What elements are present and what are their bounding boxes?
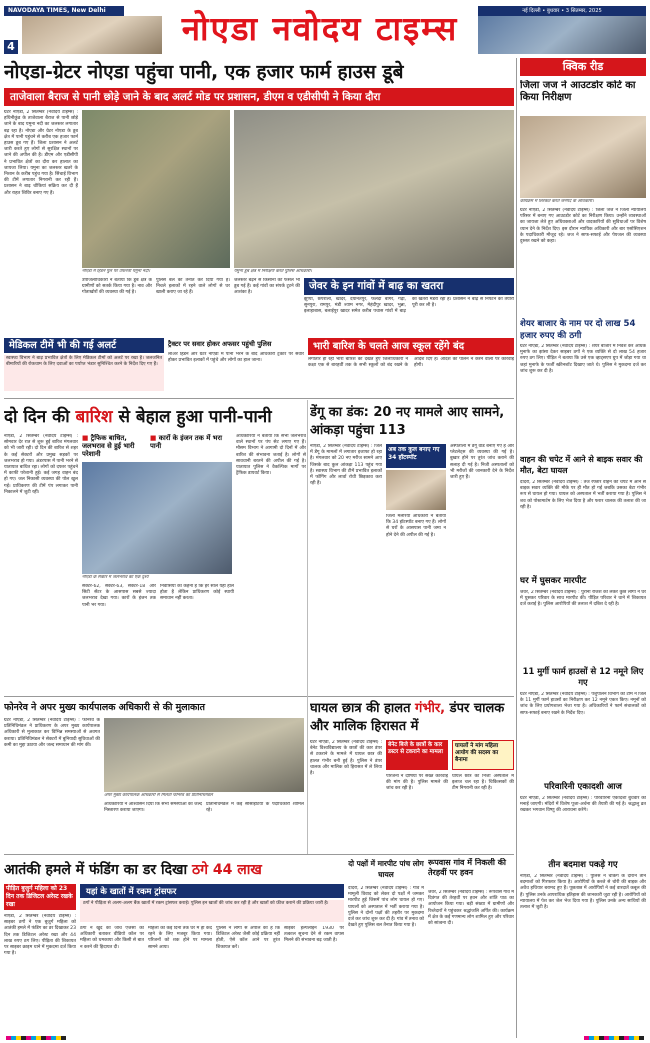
qr-story2-headline-text: शेयर बाजार के नाम पर दो लाख 54 हजार रुपए की ठगी (520, 319, 636, 341)
dengue-body-col2: जिला मलेरिया अधिकारी ने बताया कि 34 हॉटस्पॉट बनाए गए हैं। लोगों से घरों के आसपास पानी जमा न होने देने की अपील की गई है। (386, 514, 446, 538)
terror-body-col3: महिला को कई दिनों तक घर में ही कैद रहने के लिए मजबूर किया गया। परिजनों को शक होने पर मामला सामने आया। (148, 926, 212, 950)
qr-story1-headline-text: जिला जज ने आउटडोर कोर्ट का किया निरीक्षण (520, 80, 636, 103)
fight-headline-text: दो पक्षों में मारपीट पांच लोग घायल (348, 859, 424, 879)
lead-caption-1 (82, 269, 230, 275)
tractor-headline-text: ट्रैक्टर पर सवार होकर अफसर पहुंची पुलिस (168, 340, 272, 348)
lead-body-col3: पुलिस बल को तैनात कर दिया गया है। निचले इलाकों में रहने वाले लोगों से घर खाली कराए जा रहे हैं। (156, 278, 230, 296)
dengue-body-col3: अस्पतालों में डेंगू वार्ड बनाए गए हैं और प्लेटलेट्स की व्यवस्था की गई है। बुखार होने पर तुरंत जांच कराने की सलाह दी गई है। निजी अस्पतालों को भी मरीजों की जानकारी देने के निर्देश जारी हुए हैं। (450, 444, 514, 481)
rain-caption (82, 575, 232, 581)
rain-sub-1-text: ट्रैफिक बाधित, जलभराव से हुई भारी परेशानी (82, 434, 135, 458)
dengue-box-text: अब तक कुल बनाए गए 34 हॉटस्पॉट (388, 446, 440, 461)
terror-sub-1-text: पीड़ित बुजुर्ग महिला को 23 दिन तक डिजिटल अरेस्ट रखके रखा (6, 885, 73, 908)
masthead-left-photo (22, 16, 162, 54)
dengue-headline (310, 404, 514, 440)
qr-story3-headline-text: वाहन की चपेट में आने से बाइक सवार की मौत, बेटा घायल (520, 455, 643, 475)
qr-story7-body: नोएडा, 2 सितम्बर (नवोदय टाइम्स) : पुलिस ने चेकिंग के दौरान तीन बदमाशों को गिरफ्तार किया है। आरोपियों के कब्जे से चोरी की बाइक और अवैध हथियार बरामद हुए हैं। पूछताछ में आरोपियों ने कई वारदातें कबूल की हैं। पुलिस उनके आपराधिक इतिहास की जानकारी जुटा रही है। आरोपियों को न्यायालय में पेश कर जेल भेज दिया गया है। पुलिस उनके अन्य साथियों की तलाश में जुटी है। (520, 874, 646, 911)
qr-story2-headline (520, 318, 646, 342)
injury-headline (310, 700, 514, 736)
terror-body-col4: पुलिस ने लोगों से अपील की है कि डिजिटल अरेस्ट जैसी कोई प्रक्रिया नहीं होती, ऐसे कॉल आने पर तुरंत शिकायत करें। (216, 926, 280, 950)
qr-story1-body: ग्रेटर नोएडा, 2 सितम्बर (नवोदय टाइम्स) : जिला जज ने जिला न्यायालय परिसर में बनाए गए आउटडोर कोर्ट का निरीक्षण किया। उन्होंने व्यवस्थाओं का जायजा लेते हुए अधिवक्ताओं और वादकारियों की सुविधाओं पर विशेष ध्यान देने के निर्देश दिए। इस दौरान न्यायिक अधिकारी और बार एसोसिएशन के पदाधिकारी मौजूद रहे। जज ने साफ-सफाई और पेयजल की व्यवस्था दुरुस्त रखने को कहा। (520, 208, 646, 245)
terror-banner-text: यहां के खातों में रकम ट्रांसफर (86, 886, 177, 896)
qr-story1-caption-text: कार्यक्रम में शिरकत करते जनपद के अधिकारी। (520, 199, 594, 204)
qr-story5-body: ग्रेटर नोएडा, 2 सितम्बर (नवोदय टाइम्स) : पशुपालन विभाग की टीम ने जिले के 11 मुर्गी फार्म हाउसों का निरीक्षण कर 12 नमूने एकत्र किए। नमूनों को जांच के लिए प्रयोगशाला भेजा गया है। अधिकारियों ने फार्म संचालकों को साफ-सफाई बनाए रखने के निर्देश दिए। (520, 692, 646, 716)
qr-story3-body: दादरी, 2 सितम्बर (नवोदय टाइम्स) : तेज रफ्तार वाहन की चपेट में आने से बाइक सवार व्यक्ति की मौके पर ही मौत हो गई जबकि उसका बेटा गंभीर रूप से घायल हो गया। घायल को अस्पताल में भर्ती कराया गया है। पुलिस ने शव को पोस्टमार्टम के लिए भेज दिया है और फरार चालक की तलाश की जा रही है। (520, 480, 646, 510)
terror-body-col2: ठगों ने खुद को जांच एजेंसी का अधिकारी बताकर वीडियो कॉल पर महिला को धमकाया और किसी से बात न करने की हिदायत दी। (80, 926, 144, 950)
lead-caption-1-text: नोएडा में हिंडन पुल पर उफनती यमुना नदी। (82, 269, 151, 274)
rain-headline (4, 404, 304, 430)
injury-head-part2: गंभीर, (415, 701, 446, 716)
injury-box-2-text: घायलों ने मांग महिला आयोग की सदस्य का बैनामा (455, 743, 499, 763)
terror-body-col5: साइबर हेल्पलाइन 1930 पर तत्काल सूचना देने से रकम वापस मिलने की संभावना बढ़ जाती है। (284, 926, 344, 944)
terror-banner (80, 884, 344, 898)
section-rule (4, 696, 514, 697)
injury-head-part3: डंपर चालक और मालिक हिरासत में (310, 701, 505, 734)
terror-head-part1: आतंकी हमले में फंडिंग का डर दिखा (4, 862, 188, 878)
qr-story5-headline (520, 666, 646, 690)
section-rule (4, 854, 514, 855)
dengue-body-col1: नोएडा, 2 सितम्बर (नवोदय टाइम्स) : जिले में डेंगू के मामलों में लगातार इजाफा हो रहा है। मंगलवार को 20 नए मरीज सामने आए जिसके बाद कुल आंकड़ा 113 पहुंच गया है। स्वास्थ्य विभाग की टीमें प्रभावित इलाकों में फॉगिंग और लार्वा रोधी छिड़काव करा रही हैं। (310, 444, 382, 487)
lead-subhead-text: ताजेवाला बैराज से पानी छोड़े जाने के बाद अलर्ट मोड पर प्रशासन, डीएम व एडीसीपी ने किया दौरा (10, 91, 381, 103)
column-rule (516, 58, 517, 1038)
qr-story4-body: जेवर, 2 सितम्बर (नवोदय टाइम्स) : पुरानी रंजिश को लेकर कुछ लोगों ने घर में घुसकर परिवार के साथ मारपीट की। पीड़ित परिवार ने थाने में शिकायत दर्ज कराई है। पुलिस आरोपियों की तलाश में दबिश दे रही है। (520, 590, 646, 608)
terror-body-col1: नोएडा, 2 सितम्बर (नवोदय टाइम्स) : साइबर ठगों ने एक बुजुर्ग महिला को आतंकी हमले में फंडिंग का डर दिखाकर 23 दिन तक डिजिटल अरेस्ट रखा और 44 लाख रुपए ठग लिए। पीड़िता की शिकायत पर साइबर क्राइम थाने में मुकदमा दर्ज किया गया है। (4, 914, 76, 957)
jewar-body: झुप्पा, छपरौला, खादर, दयानतपुर, फलैदा बांगर, गढ़ी, सुनपुरा, रामपुर, मंडी श्याम नगर, मेहंदीपुर खादर, भुन्ना, इलाहाबास, बलाईपुर खादर समेत करीब पचास गांवों में बाढ़ का खतरा मंडरा रहा है। प्रशासन ने बाढ़ से निपटने की तैयारी पूरी कर ली है। (304, 297, 514, 315)
lead-caption-2-text: यमुना डूब क्षेत्र में निरीक्षण करते पुलिस अधिकारी। (234, 269, 312, 274)
registration-marks (584, 1036, 644, 1040)
qr-story4-headline-text: घर में घुसकर मारपीट (520, 576, 587, 586)
village-body: जेवर, 2 सितम्बर (नवोदय टाइम्स) : रूपवास गांव में दिवंगत की तेरहवीं पर हवन और शांति पाठ का आयोजन किया गया। बड़ी संख्या में ग्रामीणों और रिश्तेदारों ने पहुंचकर श्रद्धांजलि अर्पित की। कार्यक्रम में क्षेत्र के कई गणमान्य लोग शामिल हुए और परिवार को सांत्वना दी। (428, 890, 514, 927)
dengue-photo (386, 470, 446, 510)
rain-head-part2: बारिश (75, 407, 113, 427)
jewar-headline (304, 278, 514, 295)
lead-headline-text: नोएडा-ग्रेटर नोएडा पहुंचा पानी, एक हजार फार्म हाउस डूबे (4, 61, 404, 83)
injury-body-col1: ग्रेटर नोएडा, 2 सितम्बर (नवोदय टाइम्स) : बेनेट विश्वविद्यालय के छात्रों की कार डंपर से टकराने के मामले में घायल छात्र की हालत गंभीर बनी हुई है। पुलिस ने डंपर चालक और मालिक को हिरासत में ले लिया है। (310, 740, 382, 777)
qr-story7-headline-text: तीन बदमाश पकड़े गए (548, 860, 618, 870)
rain-sub-1 (82, 434, 146, 458)
lead-subhead (4, 88, 514, 106)
rain-caption-text: नोएडा के सेक्टर में जलभराव का एक दृश्य (82, 575, 149, 580)
rain-sub-2-bullet: ■ (150, 434, 157, 442)
qr-story6-headline-text: परिवारिनी एकादशी आज (544, 782, 622, 792)
registration-marks (6, 1036, 66, 1040)
lead-headline (4, 58, 514, 86)
publication-text: NAVODAYA TIMES, New Delhi (8, 7, 106, 14)
school-body: लगातार हो रही भारी बारिश को देखते हुए जिलाधिकारी ने कक्षा एक से बारहवीं तक के सभी स्कूलों को बंद रखने के आदेश दिए हैं। आदेश का पालन न करने वालों पर कार्रवाई होगी। (308, 357, 514, 369)
dateline (478, 6, 646, 16)
lead-photo-1 (82, 110, 230, 268)
rain-body-col4: अधिकारियों ने बताया कि सभी जलभराव वाले स्थानों पर पंप सेट लगाए गए हैं। मौसम विभाग ने आगामी दो दिनों में और बारिश की संभावना जताई है। लोगों से सावधानी बरतने की अपील की गई है। यातायात पुलिस ने वैकल्पिक मार्गों पर ट्रैफिक डायवर्ट किया। (236, 434, 306, 477)
injury-body-col2: परिजनों ने दोषियों पर सख्त कार्रवाई की मांग की है। पुलिस मामले की जांच कर रही है। (386, 774, 448, 792)
phonerev-headline-text: फोनरेव ने अपर मुख्य कार्यपालक अधिकारी से की मुलाकात (4, 702, 206, 713)
masthead-title-text: नोएडा नवोदय टाइम्स (181, 9, 459, 48)
column-rule (307, 400, 308, 854)
dateline-text: नई दिल्ली • बुधवार • 3 सितम्बर, 2025 (522, 8, 602, 14)
dengue-box (386, 444, 446, 468)
rain-sub-2 (150, 434, 232, 458)
phonerev-headline (4, 700, 304, 715)
tractor-headline (168, 338, 308, 350)
lead-caption-2 (234, 269, 514, 275)
quick-read-label-text: क्विक रीड (562, 60, 604, 73)
phonerev-photo (104, 718, 304, 792)
medical-headline-text: मेडिकल टीमें भी की गई अलर्ट (9, 340, 117, 351)
medical-headline (4, 338, 164, 353)
page-number (4, 40, 18, 54)
masthead (0, 0, 650, 55)
rain-sub-2-text: कारों के इंजन तक में भरा पानी (150, 434, 222, 450)
rain-head-part3: से बेहाल हुआ पानी-पानी (118, 407, 272, 427)
school-headline (308, 338, 514, 355)
injury-box-2 (452, 740, 514, 770)
lead-body-col4: जलस्तर बढ़ने से किसानों की फसलें भी डूब गई हैं। कई गांवों का संपर्क टूटने की आशंका है। (234, 278, 300, 296)
phonerev-body-col1: ग्रेटर नोएडा, 2 सितम्बर (नवोदय टाइम्स) : फोनरेव के प्रतिनिधिमंडल ने प्राधिकरण के अपर मुख्य कार्यपालक अधिकारी से मुलाकात कर विभिन्न समस्याओं से अवगत कराया। प्रतिनिधिमंडल ने सेक्टरों में बुनियादी सुविधाओं की कमी का मुद्दा उठाया और जल्द समाधान की मांग की। (4, 718, 100, 748)
qr-story5-headline-text: 11 मुर्गी फार्म हाउसों से 12 नमूने लिए गए (522, 666, 644, 687)
injury-box-1 (386, 740, 448, 770)
lead-body-col2: उपजिलाधिकारी ने बताया कि डूब क्षेत्र के ग्रामीणों को सतर्क किया गया है। नाव और गोताखोरों की व्यवस्था की गई है। (82, 278, 152, 296)
injury-head-part1: घायल छात्र की हालत (310, 701, 411, 716)
terror-banner-body: ठगों ने पीड़िता से अलग-अलग बैंक खातों में रकम ट्रांसफर कराई। पुलिस इन खातों की जांच कर रही है और खातों को फ्रीज कराने की प्रक्रिया जारी है। (80, 900, 344, 922)
school-headline-text: भारी बारिश के चलते आज स्कूल रहेंगे बंद (313, 341, 464, 352)
rain-photo (82, 462, 232, 574)
quick-read-label (520, 58, 646, 76)
phonerev-body-col2: अधिकारियों ने आश्वासन दिया कि सभी समस्याओं का जल्द निस्तारण कराया जाएगा। (104, 802, 202, 814)
masthead-right-photo (478, 16, 646, 54)
tractor-body: लोअर हिंडन और ग्रेटर नोएडा में पानी भरने के बाद अधिकारी ट्रैक्टर पर सवार होकर प्रभावित इलाकों में पहुंचे और लोगों का हाल जाना। (168, 352, 304, 364)
page-number-text: 4 (7, 40, 15, 53)
jewar-headline-text: जेवर के इन गांवों में बाढ़ का खतरा (309, 280, 444, 292)
qr-story3-headline (520, 454, 646, 478)
phonerev-body-col3: प्रतिनिधिमंडल में कई सोसाइटियों के पदाधिकारी शामिल रहे। (206, 802, 304, 814)
rain-body-col1: नोएडा, 2 सितम्बर (नवोदय टाइम्स) : सोमवार देर रात से शुरू हुई बारिश मंगलवार को भी जारी रही। दो दिन की बारिश से शहर के कई सेक्टरों और प्रमुख सड़कों पर जलभराव हो गया। अंडरपास में पानी भरने से यातायात बाधित रहा। लोगों को दफ्तर पहुंचने में काफी परेशानी हुई। कई जगह वाहन बंद हो गए। जल निकासी व्यवस्था की पोल खुल गई। प्राधिकरण की टीमें पंप लगाकर पानी निकालने में जुटी रहीं। (4, 434, 78, 495)
dengue-headline-text: डेंगू का डंक: 20 नए मामले आए सामने, आंकड़ा पहुंचा 113 (310, 405, 505, 438)
village-headline (428, 858, 514, 888)
terror-sub-1 (4, 884, 76, 910)
publication-label (4, 6, 124, 16)
rain-head-part1: दो दिन की (4, 407, 70, 427)
rain-body-col2: सेक्टर-62, सेक्टर-63, सेक्टर-18 और सिटी सेंटर के आसपास सबसे ज्यादा जलभराव देखा गया। कारों के इंजन तक पानी भर गया। (82, 584, 156, 608)
terror-headline (4, 858, 344, 882)
fight-body: दादरी, 2 सितम्बर (नवोदय टाइम्स) : गांव में मामूली विवाद को लेकर दो पक्षों में जमकर मारपीट हुई जिसमें पांच लोग घायल हो गए। घायलों को अस्पताल में भर्ती कराया गया है। पुलिस ने दोनों पक्षों की तहरीर पर मुकदमा दर्ज कर जांच शुरू कर दी है। गांव में तनाव को देखते हुए पुलिस बल तैनात किया गया है। (348, 886, 424, 929)
qr-story2-body: ग्रेटर नोएडा, 2 सितम्बर (नवोदय टाइम्स) : शेयर बाजार में निवेश कर अधिक मुनाफे का झांसा देकर साइबर ठगों ने एक व्यक्ति से दो लाख 54 हजार रुपए ठग लिए। पीड़ित ने बताया कि उसे एक व्हाट्सएप ग्रुप में जोड़ा गया था जहां मुनाफे के फर्जी स्क्रीनशॉट दिखाए जाते थे। पुलिस ने मुकदमा दर्ज कर जांच शुरू कर दी है। (520, 344, 646, 374)
lead-photo-2 (234, 110, 514, 268)
lead-body-col1: ग्रेटर नोएडा, 2 सितम्बर (नवोदय टाइम्स) : हथिनीकुंड के ताजेवाला बैराज से पानी छोड़े जाने के बाद यमुना नदी का जलस्तर लगातार बढ़ रहा है। नोएडा और ग्रेटर नोएडा के डूब क्षेत्र में पानी पहुंचने से करीब एक हजार फार्म हाउस डूब गए हैं। जिला प्रशासन ने अलर्ट जारी करते हुए लोगों से सुरक्षित स्थानों पर जाने की अपील की है। डीएम और एडीसीपी ने प्रभावित क्षेत्रों का दौरा कर हालात का जायजा लिया। यमुना का जलस्तर खतरे के निशान के करीब पहुंच गया है। सिंचाई विभाग की टीमें लगातार निगरानी कर रही हैं। प्रशासन ने बाढ़ चौकियां सक्रिय कर दी हैं और राहत शिविर बनाए गए हैं। (4, 110, 78, 196)
terror-head-part2: ठगे 44 लाख (191, 862, 262, 878)
qr-story1-headline (520, 80, 646, 114)
qr-story1-caption (520, 199, 646, 205)
qr-story4-headline (520, 574, 646, 588)
phonerev-caption (104, 793, 304, 799)
qr-story6-body: ग्रेटर नोएडा, 2 सितम्बर (नवोदय टाइम्स) : परिवारिनी एकादशी बुधवार को मनाई जाएगी। मंदिरों में विशेष पूजा-अर्चना की तैयारी की गई है। श्रद्धालु व्रत रखकर भगवान विष्णु की आराधना करेंगे। (520, 796, 646, 814)
medical-body: स्वास्थ्य विभाग ने बाढ़ प्रभावित क्षेत्रों के लिए मेडिकल टीमों को अलर्ट पर रखा है। जलजनित बीमारियों की रोकथाम के लिए दवाओं का पर्याप्त भंडार सुनिश्चित करने के निर्देश दिए गए हैं। (4, 355, 164, 391)
masthead-title (170, 6, 470, 52)
injury-box-1-text: बेनेट बिजे के छात्रों के कार डस्टर से टकराने का मामला (388, 742, 443, 755)
qr-story6-headline (520, 780, 646, 794)
section-rule (4, 398, 514, 399)
fight-headline (348, 858, 424, 882)
village-headline-text: रूपवास गांव में निकली की तेरहवीं पर हवन (428, 858, 507, 877)
qr-story1-photo (520, 116, 646, 198)
phonerev-caption-text: अपर मुख्य कार्यपालक अधिकारी से मिलता फोनरेव का प्रतिनिधिमंडल (104, 793, 213, 798)
injury-body-col3: घायल छात्र का निजी अस्पताल में इलाज चल रहा है। चिकित्सकों की टीम निगरानी कर रही है। (452, 774, 514, 792)
qr-story7-headline (520, 858, 646, 872)
rain-body-col3: निवासियों का कहना है कि हर साल यही हाल होता है लेकिन प्राधिकरण कोई स्थायी समाधान नहीं करता। (160, 584, 234, 602)
rain-sub-1-bullet: ■ (82, 434, 89, 442)
